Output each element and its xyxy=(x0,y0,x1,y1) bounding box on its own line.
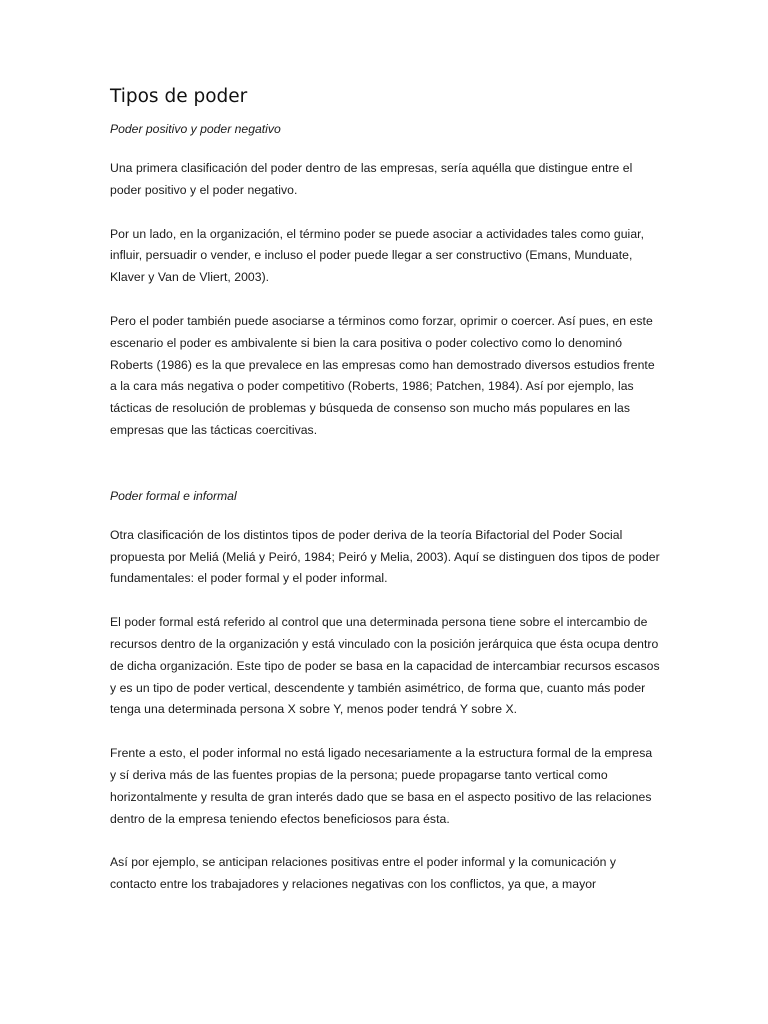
paragraph-line: y es un tipo de poder vertical, descendente y también asimétrico, de forma que, cuanto más poder xyxy=(110,680,646,695)
paragraph-line: Por un lado, en la organización, el término poder se puede asociar a actividades tales como guiar, xyxy=(110,226,645,241)
paragraph-line: dentro de la empresa teniendo efectos beneficiosos para ésta. xyxy=(110,811,450,826)
paragraph-line: Una primera clasificación del poder dentro de las empresas, sería aquélla que distingue entre el xyxy=(110,161,633,175)
paragraph-line: propuesta por Meliá (Meliá y Peiró, 1984; Peiró y Melia, 2003). Aquí se distinguen dos tipos de poder xyxy=(110,549,660,564)
paragraph-1 xyxy=(110,158,670,202)
paragraph-line: influir, persuadir o vender, e incluso el poder puede llegar a ser constructivo (Emans, Munduate, xyxy=(110,248,633,263)
paragraph-line: de dicha organización. Este tipo de poder se basa en la capacidad de intercambiar recursos escasos xyxy=(110,658,660,673)
paragraph-line: Así por ejemplo, se anticipan relaciones positivas entre el poder informal y la comunicación y xyxy=(110,855,616,870)
paragraph-line: horizontalmente y resulta de gran interés dado que se basa en el aspecto positivo de las relaciones xyxy=(110,789,652,804)
paragraph-line: Pero el poder también puede asociarse a términos como forzar, oprimir o coercer. Así pues, en este xyxy=(110,313,653,328)
paragraph-line: recursos dentro de la organización y está vinculado con la posición jerárquica que ésta ocupa dentro xyxy=(110,636,659,651)
paragraph-line: fundamentales: el poder formal y el poder informal. xyxy=(110,571,388,586)
paragraph-6 xyxy=(110,743,670,830)
paragraph-line: Roberts (1986) es la que prevalece en las empresas como han demostrado diversos estudios frente xyxy=(110,357,655,372)
paragraph-4 xyxy=(110,525,670,590)
paragraph-line: Klaver y Van de Vliert, 2003). xyxy=(110,270,270,285)
paragraph-line: a la cara más negativa o poder competitivo (Roberts, 1986; Patchen, 1984). Así por ejemplo, las xyxy=(110,379,634,394)
paragraph-line: escenario el poder es ambivalente si bien la cara positiva o poder colectivo como lo denominó xyxy=(110,335,623,350)
paragraph-2 xyxy=(110,224,670,289)
paragraph-line: contacto entre los trabajadores y relaciones negativas con los conflictos, ya que, a mayor xyxy=(110,877,597,892)
paragraph-line: y sí deriva más de las fuentes propias de la persona; puede propagarse tanto vertical como xyxy=(110,767,608,782)
paragraph-5 xyxy=(110,612,670,721)
paragraph-line: empresas que las tácticas coercitivas. xyxy=(110,422,318,437)
section-heading-positive-negative: Poder positivo y poder negativo xyxy=(110,122,281,136)
paragraph-line: Frente a esto, el poder informal no está ligado necesariamente a la estructura formal de la empresa xyxy=(110,746,653,761)
paragraph-line: poder positivo y el poder negativo. xyxy=(110,182,298,197)
paragraph-line: tenga una determinada persona X sobre Y, menos poder tendrá Y sobre X. xyxy=(110,702,518,717)
paragraph-line: tácticas de resolución de problemas y búsqueda de consenso son mucho más populares en las xyxy=(110,401,631,416)
paragraph-3 xyxy=(110,311,670,442)
document-title: Tipos de poder xyxy=(110,86,248,107)
paragraph-line: El poder formal está referido al control que una determinada persona tiene sobre el intercambio de xyxy=(110,615,648,630)
paragraph-line: Otra clasificación de los distintos tipos de poder deriva de la teoría Bifactorial del Poder Social xyxy=(110,527,623,542)
paragraph-7 xyxy=(110,852,670,896)
section-heading-formal-informal: Poder formal e informal xyxy=(110,488,237,503)
document-page xyxy=(110,84,670,896)
